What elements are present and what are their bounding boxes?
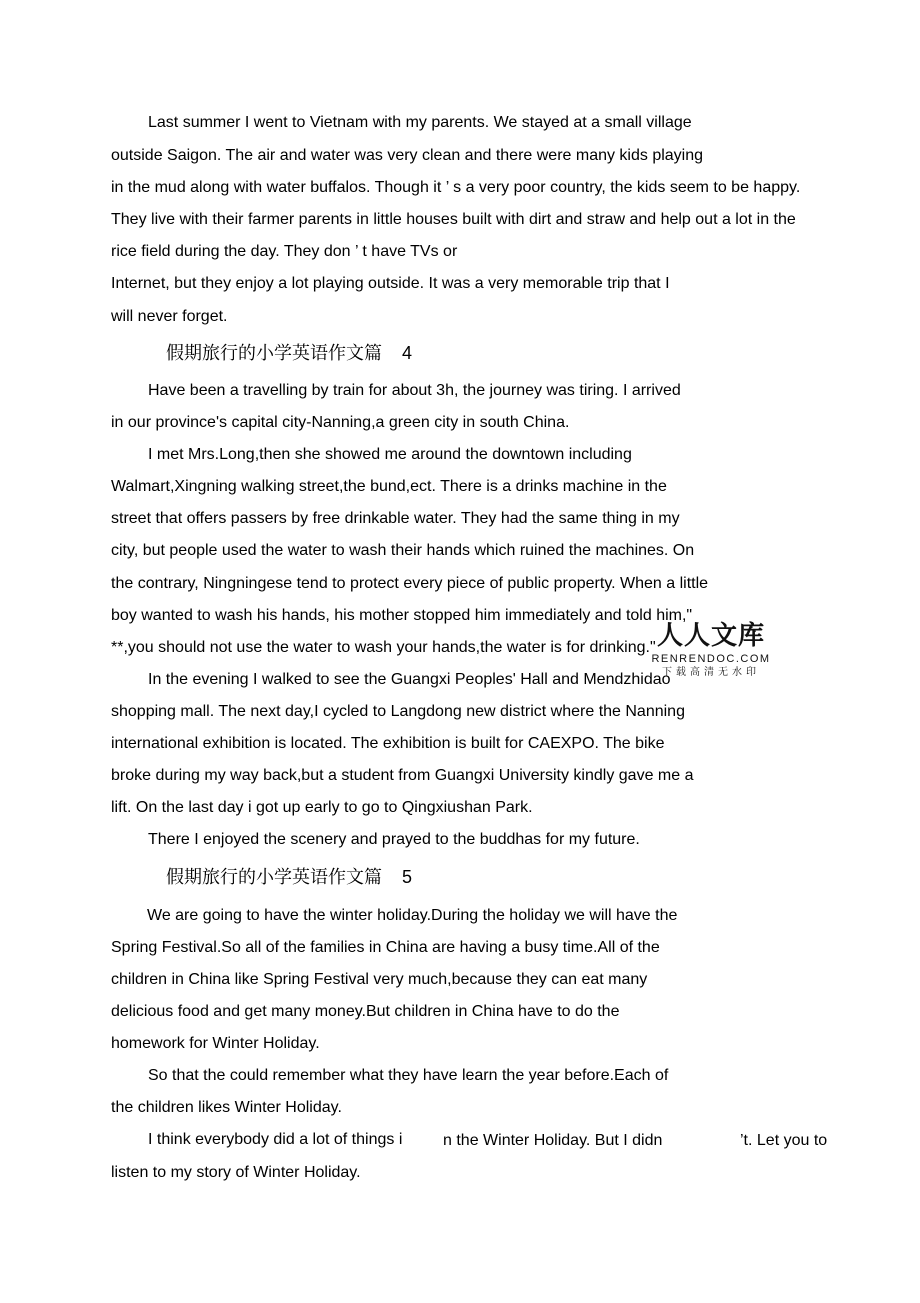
paragraph-line: rice field during the day. They don ’ t have TVs or — [111, 243, 458, 260]
paragraph-line: boy wanted to wash his hands, his mother stopped him immediately and told him," — [111, 607, 693, 624]
paragraph-line: Walmart,Xingning walking street,the bund,ect. There is a drinks machine in the — [111, 478, 667, 495]
paragraph-line: city, but people used the water to wash their hands which ruined the machines. On — [111, 542, 695, 559]
paragraph-line-fragment: n the Winter Holiday. But I didn — [443, 1132, 663, 1149]
heading-number: 5 — [402, 867, 413, 887]
paragraph-line: in the mud along with water buffalos. Though it ’ s a very poor country, the kids seem to be happy. — [111, 179, 801, 196]
heading-number: 4 — [402, 343, 413, 363]
paragraph-line: Last summer I went to Vietnam with my parents. We stayed at a small village — [148, 114, 692, 131]
heading-title: 假期旅行的小学英语作文篇 — [166, 867, 382, 888]
paragraph-line-fragment: I think everybody did a lot of things i — [148, 1131, 403, 1148]
watermark-url: RENRENDOC.COM — [651, 653, 771, 665]
paragraph-line: shopping mall. The next day,I cycled to Langdong new district where the Nanning — [111, 703, 685, 720]
paragraph-line: I met Mrs.Long,then she showed me around the downtown including — [148, 446, 632, 463]
paragraph-line: homework for Winter Holiday. — [111, 1035, 320, 1052]
paragraph-line: international exhibition is located. The exhibition is built for CAEXPO. The bike — [111, 735, 665, 752]
paragraph-line-fragment: ’t. Let you to — [740, 1132, 828, 1149]
paragraph-line: Spring Festival.So all of the families in China are having a busy time.All of the — [111, 939, 660, 956]
paragraph-line: In the evening I walked to see the Guangxi Peoples' Hall and Mendzhidao — [148, 671, 671, 688]
heading-title: 假期旅行的小学英语作文篇 — [166, 343, 382, 364]
paragraph-line: So that the could remember what they have learn the year before.Each of — [148, 1067, 669, 1084]
paragraph-line: There I enjoyed the scenery and prayed to the buddhas for my future. — [148, 831, 640, 848]
paragraph-line: lift. On the last day i got up early to go to Qingxiushan Park. — [111, 799, 533, 816]
section-heading-5 — [166, 865, 412, 890]
watermark-logo — [646, 620, 776, 680]
paragraph-line: Have been a travelling by train for about 3h, the journey was tiring. I arrived — [148, 382, 681, 399]
paragraph-line: the children likes Winter Holiday. — [111, 1099, 342, 1116]
paragraph-line: We are going to have the winter holiday.During the holiday we will have the — [147, 907, 678, 924]
paragraph-line: listen to my story of Winter Holiday. — [111, 1164, 361, 1181]
paragraph-line: Internet, but they enjoy a lot playing outside. It was a very memorable trip that I — [111, 275, 670, 292]
paragraph-line: will never forget. — [111, 308, 228, 325]
paragraph-line: They live with their farmer parents in little houses built with dirt and straw and help out a lot in the — [111, 211, 796, 228]
paragraph-line: children in China like Spring Festival very much,because they can eat many — [111, 971, 648, 988]
watermark-tagline: 下载高清无水印 — [662, 667, 760, 678]
paragraph-line: in our province's capital city-Nanning,a green city in south China. — [111, 414, 570, 431]
watermark-cn: 人人文库 — [656, 621, 765, 651]
paragraph-line: the contrary, Ningningese tend to protect every piece of public property. When a little — [111, 575, 709, 592]
paragraph-line: street that offers passers by free drinkable water. They had the same thing in my — [111, 510, 680, 527]
paragraph-line: delicious food and get many money.But children in China have to do the — [111, 1003, 620, 1020]
paragraph-line: broke during my way back,but a student from Guangxi University kindly gave me a — [111, 767, 694, 784]
paragraph-line: outside Saigon. The air and water was very clean and there were many kids playing — [111, 147, 704, 164]
paragraph-line: **,you should not use the water to wash your hands,the water is for drinking." — [111, 639, 656, 656]
section-heading-4 — [166, 341, 412, 366]
